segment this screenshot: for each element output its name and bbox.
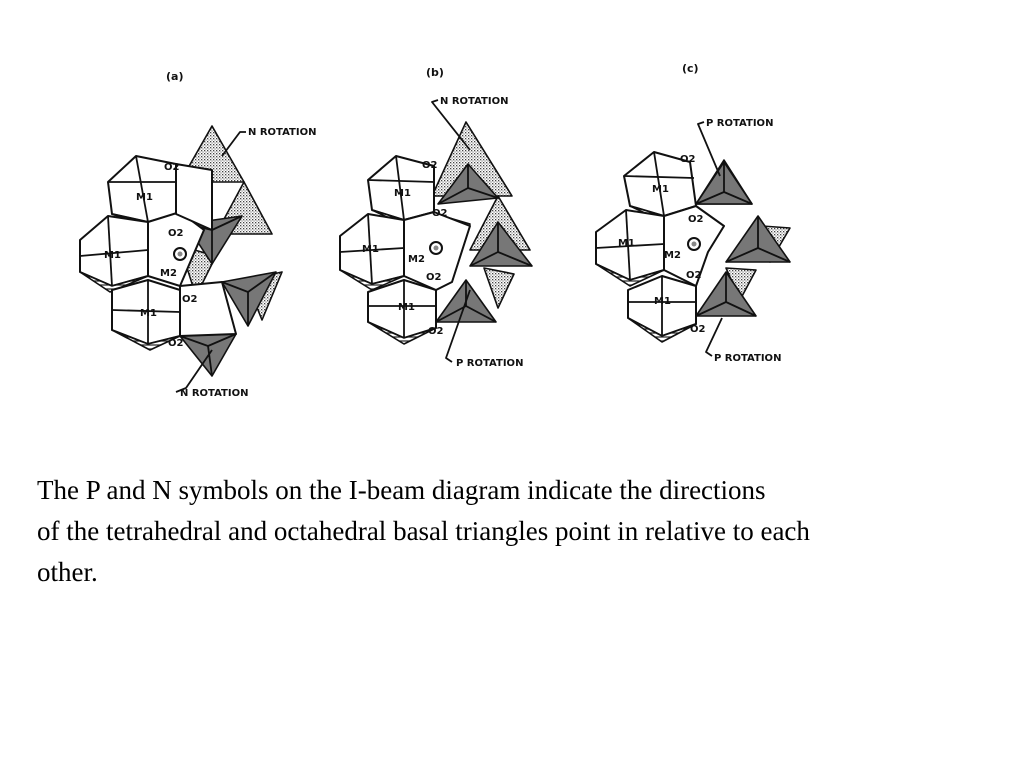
site-label-m2: M2 (664, 250, 681, 261)
panel-b (340, 66, 532, 369)
site-label-o2: O2 (422, 160, 438, 171)
site-label-o2: O2 (168, 338, 184, 349)
site-label-o2: O2 (428, 326, 444, 337)
caption-line: other. (37, 557, 98, 587)
leader-line (706, 318, 722, 356)
tetrahedron (484, 268, 514, 308)
rotation-label: P ROTATION (456, 358, 524, 369)
figure-caption (37, 470, 1017, 593)
site-label-o2: O2 (164, 162, 180, 173)
leader-line (222, 132, 246, 156)
site-label-m1: M1 (104, 250, 121, 261)
rotation-label: N ROTATION (180, 388, 249, 399)
site-label-m1: M1 (140, 308, 157, 319)
site-label-o2: O2 (426, 272, 442, 283)
leader-line (698, 122, 720, 176)
caption-line: of the tetrahedral and octahedral basal triangles point in relative to each (37, 516, 810, 546)
site-label-m2: M2 (408, 254, 425, 265)
rotation-label: P ROTATION (706, 118, 774, 129)
panel-a-label: (a) (166, 70, 184, 83)
rotation-label: P ROTATION (714, 353, 782, 364)
site-label-m1: M1 (618, 238, 635, 249)
rotation-label: N ROTATION (248, 127, 317, 138)
site-label-o2: O2 (168, 228, 184, 239)
site-label-m1: M1 (398, 302, 415, 313)
site-label-o2: O2 (680, 154, 696, 165)
leader-line (176, 350, 212, 392)
rotation-label: N ROTATION (440, 96, 509, 107)
site-label-m1: M1 (654, 296, 671, 307)
site-label-o2: O2 (690, 324, 706, 335)
site-label-m1: M1 (652, 184, 669, 195)
site-label-o2: O2 (688, 214, 704, 225)
site-label-m1: M1 (136, 192, 153, 203)
site-label-m1: M1 (394, 188, 411, 199)
site-label-o2: O2 (432, 208, 448, 219)
panel-c (596, 62, 790, 364)
panel-b-label: (b) (426, 66, 444, 79)
caption-line: The P and N symbols on the I-beam diagram indicate the directions (37, 475, 766, 505)
site-label-m1: M1 (362, 244, 379, 255)
site-label-m2: M2 (160, 268, 177, 279)
panel-a (80, 70, 316, 399)
site-label-o2: O2 (686, 270, 702, 281)
site-label-o2: O2 (182, 294, 198, 305)
panel-c-label: (c) (682, 62, 699, 75)
